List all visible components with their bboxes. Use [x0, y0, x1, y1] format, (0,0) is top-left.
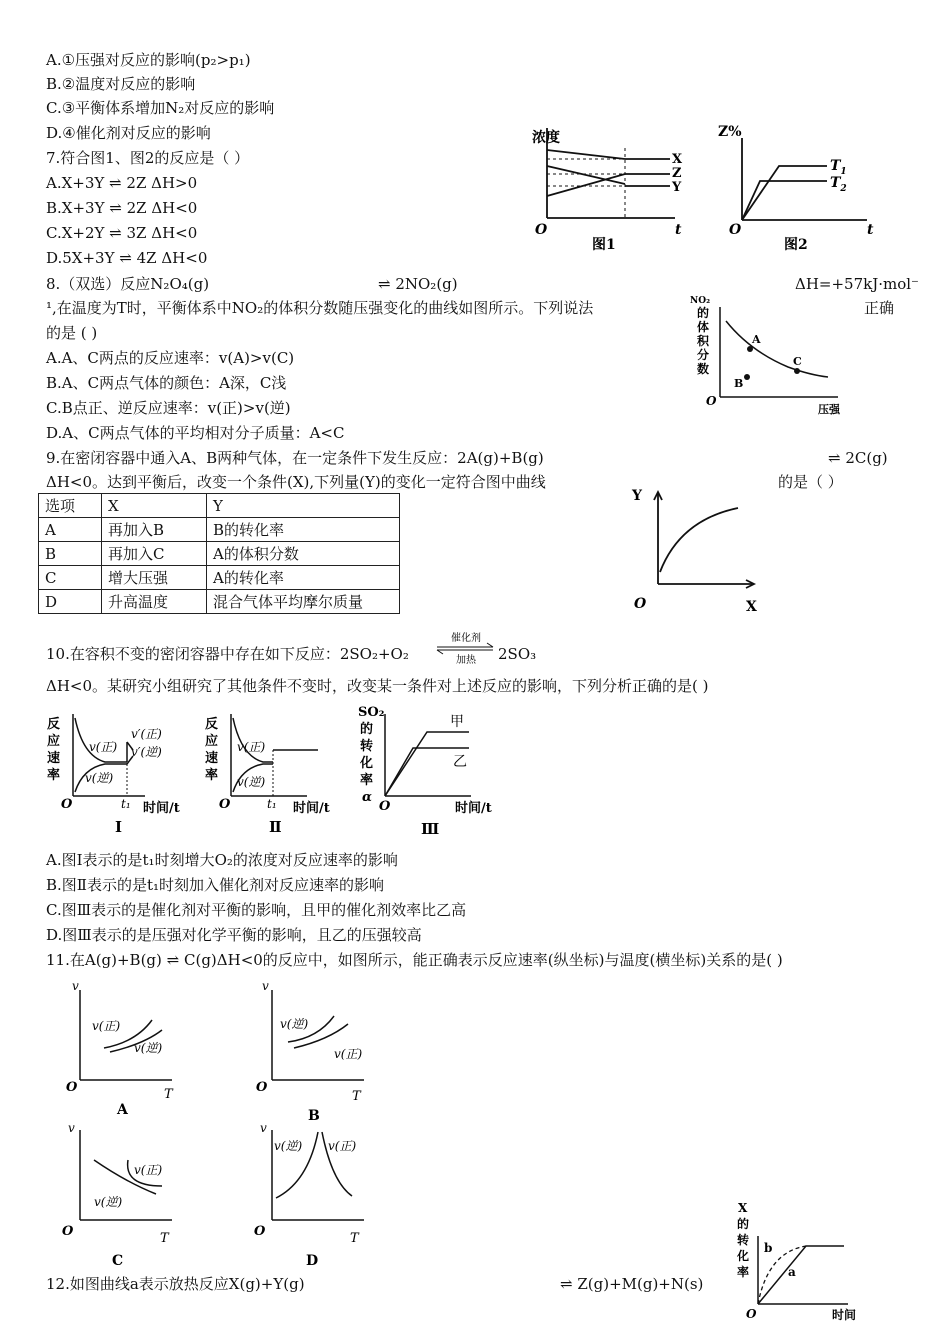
fig10ii-vn: v(逆)	[237, 775, 266, 789]
heat-label: 加热	[456, 655, 476, 666]
fig10ii-ylabel-2: 速	[205, 751, 219, 766]
table-cell: B的转化率	[207, 518, 400, 542]
figure-9	[622, 480, 767, 618]
fig1-series-y: Y	[672, 180, 682, 195]
fig10ii-origin: O	[219, 797, 231, 812]
table-row	[39, 518, 400, 542]
fig11a-origin: O	[66, 1080, 78, 1095]
figure-12	[732, 1200, 862, 1344]
question-12-part2: ⇌ Z(g)+M(g)+N(s)	[560, 1275, 704, 1293]
fig9-ylabel: Y	[632, 488, 642, 504]
curve-x	[547, 150, 625, 159]
table-cell: A	[39, 518, 102, 542]
fig10i-caption: Ⅰ	[115, 818, 123, 836]
table-cell: A的转化率	[207, 566, 400, 590]
fig8-ylabel-3: 积	[697, 334, 710, 348]
fig10iii-jia: 甲	[450, 714, 464, 730]
table-cell: 升高温度	[102, 590, 207, 614]
question-9-part1: 9.在密闭容器中通入A、B两种气体，在一定条件下发生反应：2A(g)+B(g)	[46, 449, 544, 467]
table-header-row	[39, 494, 400, 518]
figure-10-iii	[355, 700, 515, 842]
fig8-xlabel: 压强	[818, 403, 840, 416]
curve-y	[547, 174, 625, 196]
fig8-ylabel-5: 数	[697, 362, 710, 376]
fig10ii-xlabel: 时间/t	[293, 801, 330, 816]
fig8-ylabel-1: 的	[697, 306, 710, 320]
question-10-part1: 10.在容积不变的密闭容器中存在如下反应：2SO₂+O₂	[46, 645, 409, 663]
fig10ii-ylabel-3: 率	[205, 768, 219, 783]
option-d-q8: D.A、C两点气体的平均相对分子质量：A<C	[46, 424, 345, 442]
fig2-xlabel: t	[867, 222, 874, 238]
table-cell: 混合气体平均摩尔质量	[207, 590, 400, 614]
curve	[726, 321, 828, 377]
fig8-ylabel-2: 体	[697, 320, 710, 334]
fig11a-t: T	[164, 1087, 173, 1102]
fig10i-vn: v(逆)	[85, 771, 114, 785]
fig10iii-origin: O	[379, 799, 391, 814]
fig11d-v: v	[260, 1121, 267, 1135]
fig9-xlabel: X	[746, 599, 757, 615]
table-row	[39, 566, 400, 590]
fig10i-vz2: v′(正)	[131, 727, 162, 741]
fig12-xlabel: 时间	[832, 1308, 857, 1322]
table-cell: B	[39, 542, 102, 566]
question-8-part6: 的是 ( )	[46, 324, 98, 342]
option-b-q6: B.②温度对反应的影响	[46, 75, 196, 93]
option-c-q10: C.图Ⅲ表示的是催化剂对平衡的影响，且甲的催化剂效率比乙高	[46, 901, 467, 919]
option-c-q7: C.X+2Y ⇌ 3Z ΔH<0	[46, 224, 198, 242]
point-c	[794, 368, 800, 374]
figure-1	[525, 118, 700, 260]
option-c-q8: C.B点正、逆反应速率：v(正)>v(逆)	[46, 399, 291, 417]
question-10-part2: 2SO₃	[498, 645, 537, 663]
catalyst-label: 催化剂	[451, 633, 481, 644]
fig12-ylabel-1: 的	[737, 1217, 750, 1231]
question-8-part4: ¹,在温度为T时，平衡体系中NO₂的体积分数随压强变化的曲线如图所示。下列说法	[46, 299, 594, 317]
table-cell: 再加入B	[102, 518, 207, 542]
fig2-caption: 图2	[784, 237, 808, 253]
question-9-part4: 的是（ ）	[778, 473, 843, 491]
fig11d-c1: v(逆)	[274, 1139, 303, 1153]
table-header-cell: Y	[207, 494, 400, 518]
table-cell: A的体积分数	[207, 542, 400, 566]
catalyst-arrow	[435, 630, 497, 666]
figure-10-ii	[203, 708, 353, 840]
fig12-label-b: b	[764, 1241, 773, 1255]
fig10ii-t1: t₁	[267, 797, 277, 811]
fig2-t1: $T_1$	[830, 158, 847, 177]
fig11a-c1: v(正)	[92, 1019, 121, 1033]
fig1-series-x: X	[672, 152, 683, 167]
fig11b-origin: O	[256, 1080, 268, 1095]
question-9-part3: ΔH<0。达到平衡后，改变一个条件(X),下列量(Y)的变化一定符合图中曲线	[46, 473, 546, 491]
fig12-ylabel-4: 率	[737, 1265, 750, 1279]
question-10-part3: ΔH<0。某研究小组研究了其他条件不变时，改变某一条件对上述反应的影响，下列分析正确的是( )	[46, 677, 709, 695]
question-8-part2: ⇌ 2NO₂(g)	[378, 275, 458, 293]
fig11a-c2: v(逆)	[134, 1041, 163, 1055]
arrow-head	[487, 643, 493, 647]
fig11b-v: v	[262, 979, 269, 993]
fig11c-c2: v(逆)	[94, 1195, 123, 1209]
fig10ii-ylabel-0: 反	[205, 717, 219, 732]
table-header-cell: 选项	[39, 494, 102, 518]
fig11c-t: T	[160, 1231, 169, 1246]
fig2-ylabel: Z%	[718, 124, 742, 140]
question-8-part5: 正确	[864, 299, 895, 317]
fig12-origin: O	[746, 1307, 757, 1321]
table-cell: 再加入C	[102, 542, 207, 566]
option-b-q7: B.X+3Y ⇌ 2Z ΔH<0	[46, 199, 198, 217]
option-c-q6: C.③平衡体系增加N₂对反应的影响	[46, 99, 275, 117]
fig11a-caption: A	[117, 1102, 128, 1118]
fig10ii-ylabel-1: 应	[205, 734, 219, 749]
fig11b-t: T	[352, 1089, 361, 1104]
table-cell: D	[39, 590, 102, 614]
fig10i-ylabel-3: 率	[47, 768, 61, 783]
fig11d-t: T	[350, 1231, 359, 1246]
table-cell: C	[39, 566, 102, 590]
question-8-part3: ΔH=+57kJ·mol⁻	[795, 275, 919, 293]
fig10iii-caption: Ⅲ	[421, 820, 440, 838]
fig12-ylabel-0: X	[738, 1201, 748, 1215]
fig10iii-yi: 乙	[453, 754, 467, 770]
figure-2	[712, 118, 882, 260]
fig10iii-ylabel-3: 化	[360, 756, 374, 771]
point-b	[744, 374, 750, 380]
fig1-xlabel: t	[675, 222, 682, 238]
option-a-q7: A.X+3Y ⇌ 2Z ΔH>0	[46, 174, 198, 192]
fig12-label-a: a	[788, 1265, 796, 1279]
option-a-q6: A.①压强对反应的影响(p₂>p₁)	[46, 51, 251, 69]
fig11b-c2: v(正)	[334, 1047, 363, 1061]
fig10i-ylabel-1: 应	[47, 734, 61, 749]
fig10iii-ylabel-2: 转	[360, 739, 374, 754]
fig12-ylabel-2: 转	[737, 1233, 750, 1247]
fig11d-origin: O	[254, 1224, 266, 1239]
fig10iii-ylabel-0: SO₂	[358, 705, 385, 720]
figure-10-i	[45, 708, 195, 840]
fig8-ylabel-0: NO₂	[690, 296, 711, 306]
table-row	[39, 590, 400, 614]
fig10iii-ylabel-5: α	[362, 790, 373, 805]
point-a	[747, 346, 753, 352]
table-cell: 增大压强	[102, 566, 207, 590]
option-a-q10: A.图I表示的是t₁时刻增大O₂的浓度对反应速率的影响	[46, 851, 398, 869]
fig10ii-vz: v(正)	[237, 740, 266, 754]
fig1-origin: O	[535, 222, 548, 238]
fig11b-caption: B	[308, 1108, 320, 1120]
fig2-origin: O	[729, 222, 742, 238]
fig10i-ylabel-0: 反	[47, 717, 61, 732]
figure-11-c	[60, 1120, 190, 1270]
fig1-caption: 图1	[592, 237, 616, 253]
fig10i-ylabel-2: 速	[47, 751, 61, 766]
options-table	[38, 493, 400, 614]
fig1-series-z: Z	[672, 166, 682, 181]
option-b-q10: B.图Ⅱ表示的是t₁时刻加入催化剂对反应速率的影响	[46, 876, 385, 894]
fig10iii-ylabel-1: 的	[360, 722, 374, 737]
fig12-ylabel-3: 化	[737, 1249, 750, 1263]
option-a-q8: A.A、C两点的反应速率：v(A)>v(C)	[46, 349, 295, 367]
option-d-q6: D.④催化剂对反应的影响	[46, 124, 211, 142]
fig10i-vn2: v′(逆)	[131, 745, 162, 759]
label-c: C	[793, 355, 802, 368]
curve	[660, 508, 738, 572]
fig11d-c2: v(正)	[328, 1139, 357, 1153]
fig11d-caption: D	[306, 1253, 319, 1269]
fig10ii-caption: Ⅱ	[269, 818, 282, 836]
fig10i-t1: t₁	[121, 797, 131, 811]
fig11c-c1: v(正)	[134, 1163, 163, 1177]
fig10i-xlabel: 时间/t	[143, 801, 180, 816]
fig8-origin: O	[706, 394, 717, 408]
fig11b-c1: v(逆)	[280, 1017, 309, 1031]
figure-8	[688, 293, 863, 418]
fig10i-vz: v(正)	[89, 740, 118, 754]
option-d-q10: D.图Ⅲ表示的是压强对化学平衡的影响，且乙的压强较高	[46, 926, 422, 944]
option-b-q8: B.A、C两点气体的颜色：A深，C浅	[46, 374, 287, 392]
fig2-t2: $T_2$	[830, 175, 847, 194]
label-a: A	[752, 333, 761, 346]
fig9-origin: O	[634, 596, 647, 612]
fig1-ylabel: 浓度	[532, 130, 560, 146]
fig11c-v: v	[68, 1121, 75, 1135]
fig11c-origin: O	[62, 1224, 74, 1239]
fig11a-v: v	[72, 979, 79, 993]
fig10iii-ylabel-4: 率	[360, 773, 374, 788]
option-d-q7: D.5X+3Y ⇌ 4Z ΔH<0	[46, 249, 208, 267]
figure-11-a	[60, 978, 190, 1120]
curve-z	[547, 166, 625, 184]
question-9-part2: ⇌ 2C(g)	[828, 449, 888, 467]
table-header-cell: X	[102, 494, 207, 518]
fig10i-origin: O	[61, 797, 73, 812]
question-7: 7.符合图1、图2的反应是（ ）	[46, 149, 250, 167]
question-12-part1: 12.如图曲线a表示放热反应X(g)+Y(g)	[46, 1275, 305, 1293]
arrow-head	[437, 650, 443, 654]
fig8-ylabel-4: 分	[697, 348, 710, 362]
label-b: B	[734, 377, 744, 390]
question-11: 11.在A(g)+B(g) ⇌ C(g)ΔH<0的反应中，如图所示，能正确表示反应速率(纵坐标)与温度(横坐标)关系的是( )	[46, 951, 783, 969]
table-row	[39, 542, 400, 566]
question-8-part1: 8.（双选）反应N₂O₄(g)	[46, 275, 210, 293]
fig10iii-xlabel: 时间/t	[455, 801, 492, 816]
fig11c-caption: C	[112, 1253, 124, 1269]
figure-11-d	[252, 1120, 382, 1270]
figure-11-b	[252, 978, 382, 1120]
